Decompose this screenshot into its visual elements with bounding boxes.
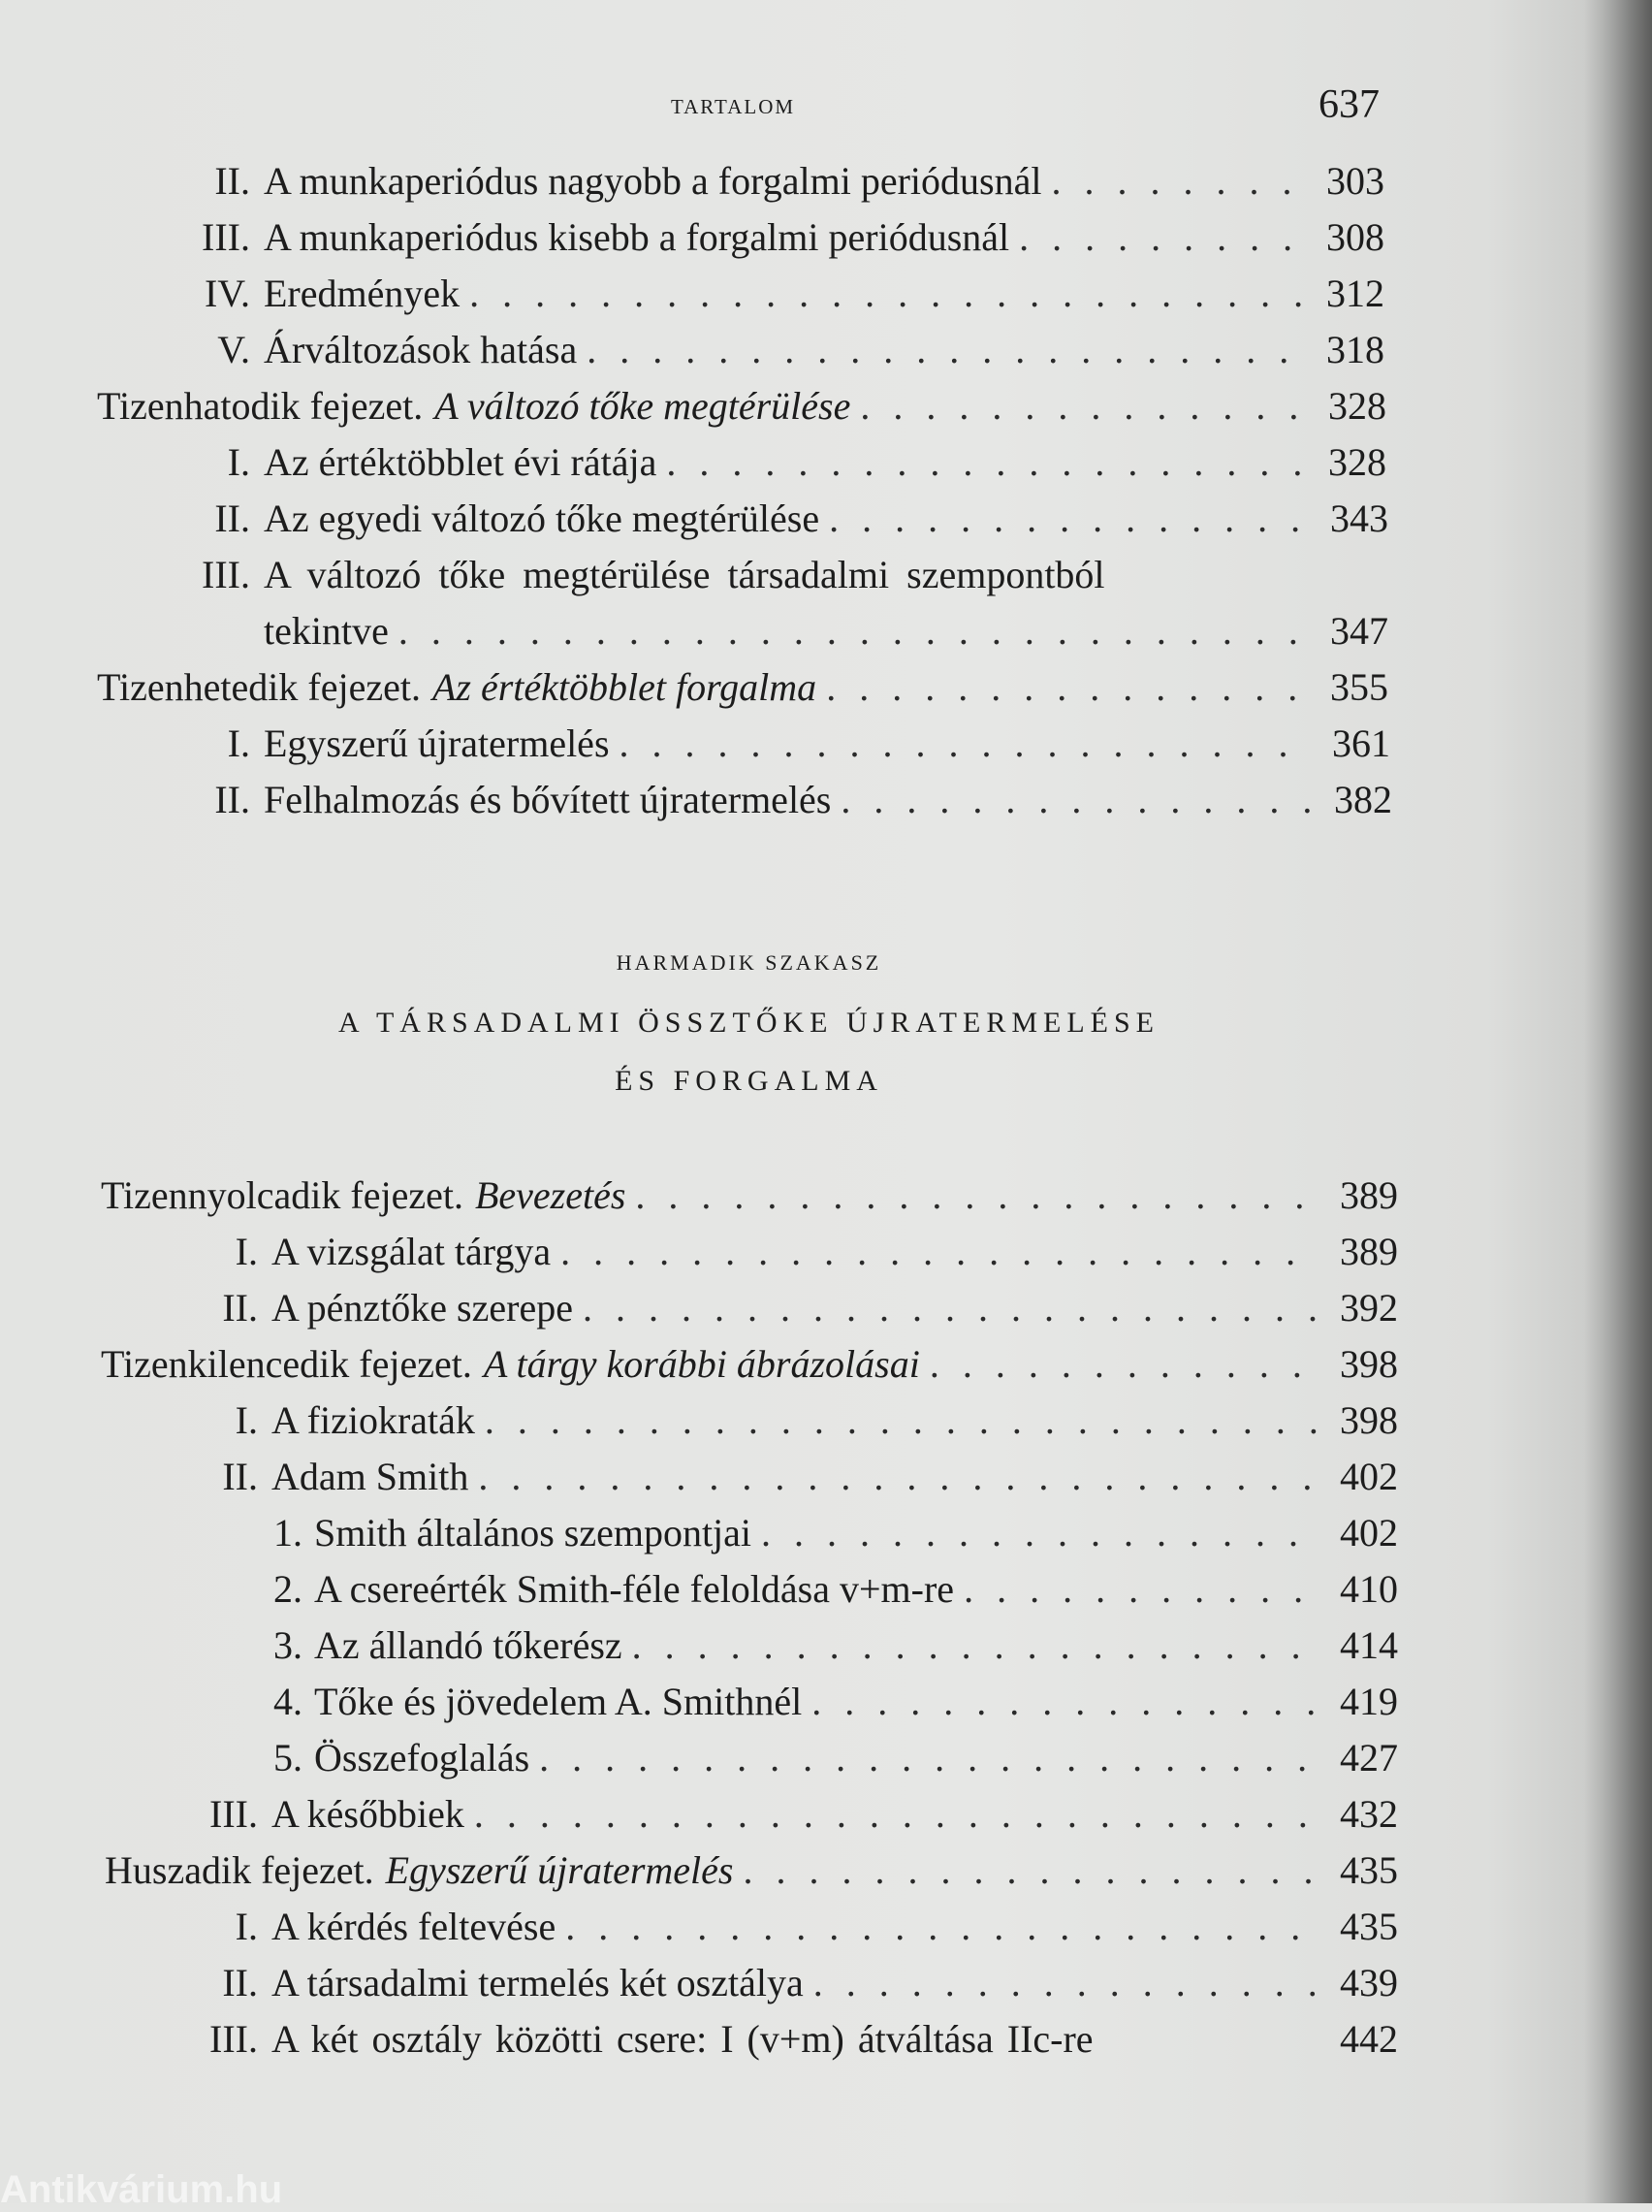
entry-page: 312 [1326,272,1384,315]
leader-dots [485,1393,1318,1449]
section-title-line1: A TÁRSADALMI ÖSSZTŐKE ÚJRATERMELÉSE [338,1007,1160,1039]
entry-title: A két osztály közötti csere: I (v+m) átváltása IIc-re [271,2017,1094,2061]
entry-number: 1. [273,1511,302,1555]
leader-dots [1019,209,1305,266]
entry-number: I. [235,1398,258,1442]
entry-title: Az egyedi változó tőke megtérülése [264,497,820,540]
leader-dots [841,772,1313,828]
toc-entry-continuation [264,603,1388,659]
leader-dots [635,1168,1318,1224]
entry-title: A fiziokraták [271,1398,475,1442]
entry-number: II. [214,159,250,203]
entry-title: Egyszerű újratermelés [264,721,610,765]
entry-title: Adam Smith [271,1455,469,1498]
leader-dots [583,1280,1318,1336]
leader-dots [860,378,1307,434]
leader-dots [565,1899,1318,1955]
entry-title: Smith általános szempontjai [314,1511,752,1555]
toc-subentry [264,1730,1398,1786]
entry-title: Az értéktöbblet évi rátája [264,440,657,484]
chapter-title: Egyszerű újratermelés [385,1848,734,1892]
toc-entry [176,772,1392,828]
entry-page: 419 [1340,1680,1398,1723]
leader-dots [539,1730,1318,1786]
toc-subentry [264,1618,1398,1674]
entry-page: 389 [1340,1173,1398,1217]
book-spine-shadow [1584,0,1652,2203]
entry-number: I. [227,721,250,765]
leader-dots [826,659,1309,716]
leader-dots [813,1955,1318,2011]
leader-dots [811,1674,1318,1730]
entry-number: III. [202,553,250,596]
leader-dots [666,434,1307,491]
entry-page: 343 [1330,497,1388,540]
leader-dots [587,322,1305,378]
entry-title: Eredmények [264,272,461,315]
chapter-title: Az értéktöbblet forgalma [431,665,817,709]
entry-page: 328 [1328,384,1386,428]
entry-title: A munkaperiódus nagyobb a forgalmi periódusnál [264,159,1042,203]
entry-number: 4. [273,1680,302,1723]
entry-title: A csereérték Smith-féle feloldása v+m-re [314,1567,955,1611]
leader-dots [930,1336,1318,1393]
leader-dots [829,491,1309,547]
toc-chapter [105,1843,1398,1899]
leader-dots [1051,153,1305,209]
section-kicker: HARMADIK SZAKASZ [616,950,882,975]
leader-dots [761,1505,1318,1561]
chapter-label: Huszadik fejezet. [105,1848,374,1892]
entry-page: 389 [1340,1230,1398,1273]
leader-dots [478,1449,1318,1505]
toc-entry [186,1224,1398,1280]
entry-title: A társadalmi termelés két osztálya [271,1961,804,2004]
entry-page: 398 [1340,1342,1398,1386]
toc-entry [176,209,1384,266]
entry-title: Tőke és jövedelem A. Smithnél [314,1680,803,1723]
chapter-label: Tizennyolcadik fejezet. [101,1173,463,1217]
toc-chapter [101,1168,1398,1224]
entry-page: 442 [1340,2017,1398,2061]
entry-title: A pénztőke szerepe [271,1286,573,1330]
entry-page: 328 [1328,440,1386,484]
entry-page: 303 [1326,159,1384,203]
entry-page: 398 [1340,1398,1398,1442]
page-number: 637 [1318,82,1380,127]
entry-title: A munkaperiódus kisebb a forgalmi periódusnál [264,215,1010,259]
entry-number: III. [209,1792,258,1836]
entry-page: 432 [1340,1792,1398,1836]
entry-number: IV. [204,272,250,315]
entry-title: A változó tőke megtérülése társadalmi szempontból [264,553,1105,596]
entry-page: 435 [1340,1905,1398,1948]
entry-title: A kérdés feltevése [271,1905,556,1948]
toc-entry [186,1449,1398,1505]
toc-subentry [264,1561,1398,1618]
entry-page: 318 [1326,328,1384,371]
chapter-title: A tárgy korábbi ábrázolásai [483,1342,920,1386]
entry-number: 2. [273,1567,302,1611]
toc-entry [186,1899,1398,1955]
entry-page: 402 [1340,1455,1398,1498]
running-header: TARTALOM [671,95,796,118]
leader-dots [964,1561,1318,1618]
chapter-label: Tizenhetedik fejezet. [97,665,421,709]
toc-entry [186,1280,1398,1336]
entry-title: Az állandó tőkerész [314,1623,622,1667]
toc-entry [176,153,1384,209]
entry-page: 355 [1330,665,1388,709]
leader-dots [469,266,1305,322]
toc-entry [176,491,1388,547]
entry-page: 361 [1332,721,1390,765]
toc-chapter [97,378,1386,434]
entry-page: 382 [1334,778,1392,821]
toc-entry [176,266,1384,322]
chapter-title: A változó tőke megtérülése [434,384,851,428]
toc-entry [176,434,1386,491]
leader-dots [632,1618,1318,1674]
toc-entry [176,716,1390,772]
entry-number: I. [235,1905,258,1948]
toc-entry [176,547,1340,603]
toc-entry [186,2011,1398,2068]
section-title-line2: ÉS FORGALMA [615,1065,883,1097]
leader-dots [620,716,1311,772]
chapter-title: Bevezetés [474,1173,626,1217]
entry-page: 414 [1340,1623,1398,1667]
entry-page: 308 [1326,215,1384,259]
entry-number: III. [209,2017,258,2061]
leader-dots [398,603,1309,659]
entry-page: 427 [1340,1736,1398,1779]
leader-dots [560,1224,1318,1280]
toc-chapter [101,1336,1398,1393]
toc-entry [186,1786,1398,1843]
leader-dots [474,1786,1318,1843]
toc-entry [186,1955,1398,2011]
entry-title: A későbbiek [271,1792,464,1836]
watermark: Antikvárium.hu [0,2168,283,2211]
toc-entry [176,322,1384,378]
toc-chapter [97,659,1388,716]
entry-number: I. [235,1230,258,1273]
entry-number: III. [202,215,250,259]
entry-number: II. [222,1455,258,1498]
entry-title: Felhalmozás és bővített újratermelés [264,778,832,821]
entry-number: I. [227,440,250,484]
entry-number: 5. [273,1736,302,1779]
entry-number: V. [217,328,250,371]
entry-number: II. [214,497,250,540]
entry-title: Összefoglalás [314,1736,530,1779]
entry-number: II. [222,1961,258,2004]
chapter-label: Tizenkilencedik fejezet. [101,1342,472,1386]
toc-entry [186,1393,1398,1449]
entry-title: Árváltozások hatása [264,328,578,371]
entry-page: 347 [1330,609,1388,653]
toc-subentry [264,1674,1398,1730]
chapter-label: Tizenhatodik fejezet. [97,384,424,428]
entry-title-continuation: tekintve [264,609,389,653]
entry-page: 439 [1340,1961,1398,2004]
entry-page: 392 [1340,1286,1398,1330]
entry-page: 435 [1340,1848,1398,1892]
entry-number: II. [214,778,250,821]
entry-title: A vizsgálat tárgya [271,1230,552,1273]
toc-subentry [264,1505,1398,1561]
entry-number: II. [222,1286,258,1330]
entry-page: 410 [1340,1567,1398,1611]
entry-number: 3. [273,1623,302,1667]
leader-dots [743,1843,1318,1899]
entry-page: 402 [1340,1511,1398,1555]
